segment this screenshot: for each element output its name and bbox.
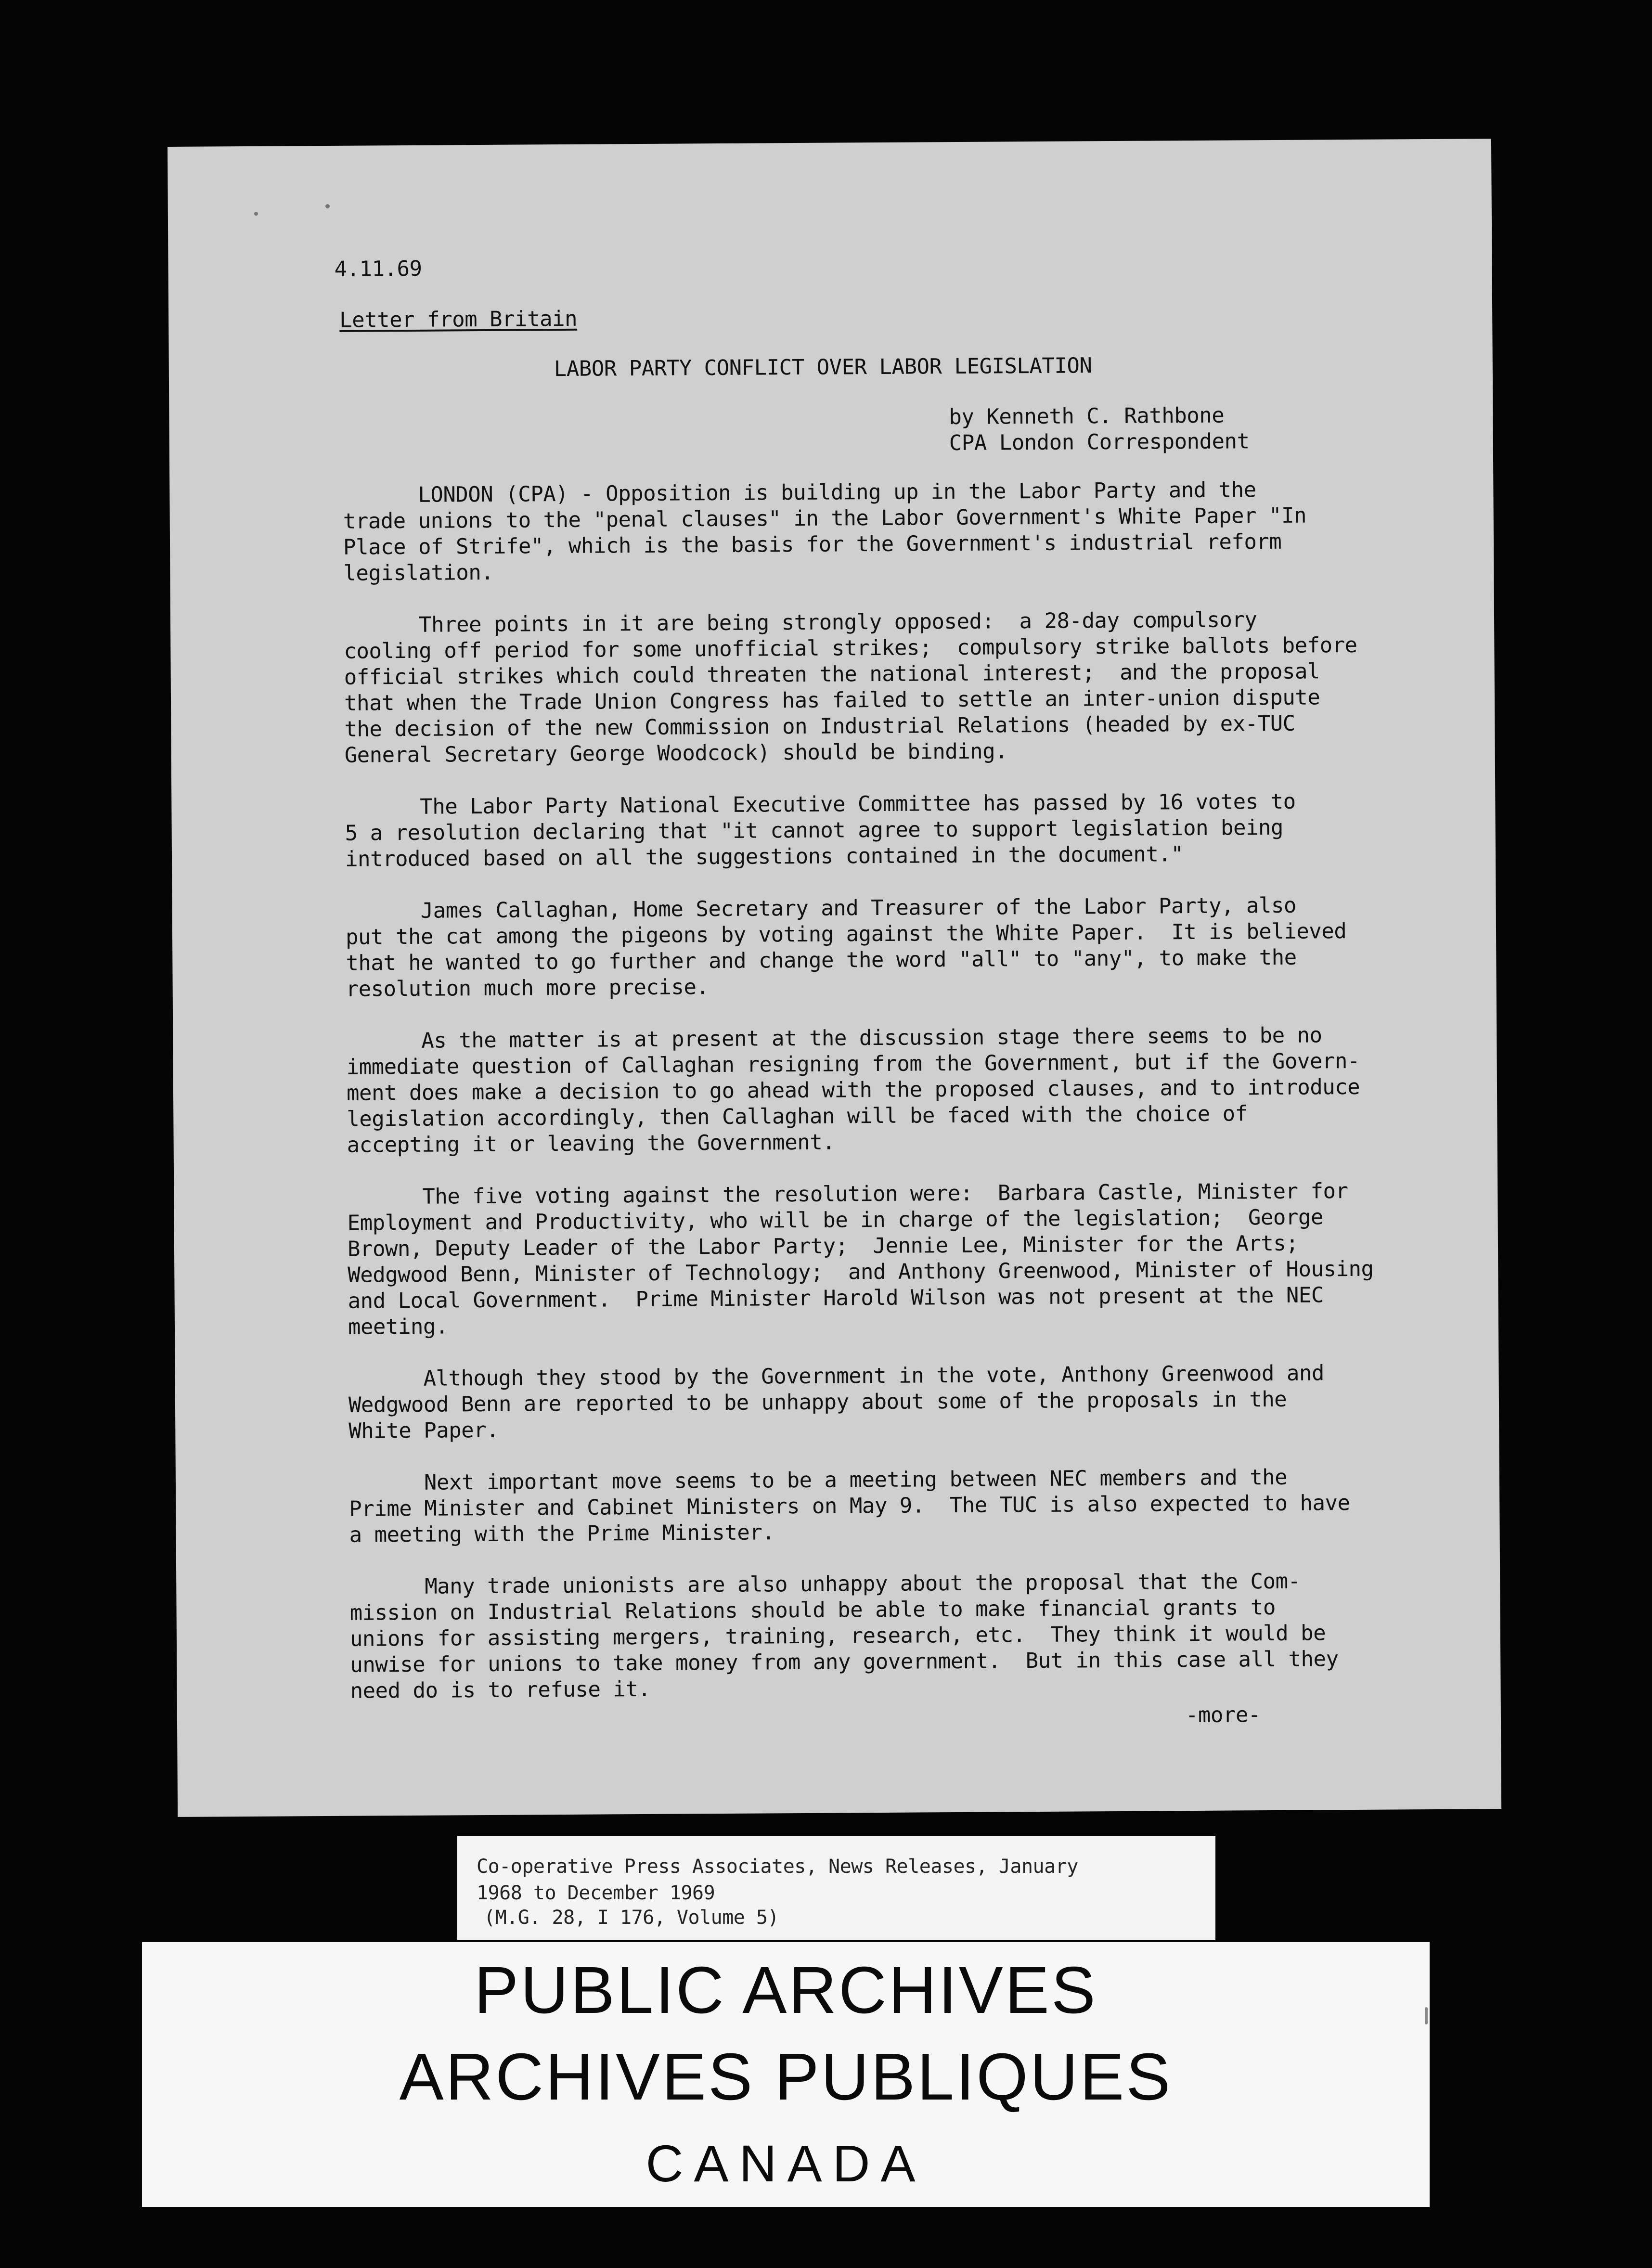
document-date: 4.11.69: [334, 256, 422, 282]
stamp-line-french: ARCHIVES PUBLIQUES: [399, 2040, 1173, 2114]
continuation-marker: -more-: [1185, 1702, 1261, 1728]
film-speck: [1425, 2007, 1428, 2024]
archive-label-line: 1968 to December 1969: [477, 1882, 715, 1904]
paragraph: As the matter is at present at the discussion stage there seems to be no immediate question of Callaghan resigning from the Government, but if the Govern- ment does make a decision to go ahead with the proposed clauses, and to introduce legislation accordingly, then Callaghan will be faced with the choice of accepting it or leaving the Government.: [346, 1023, 1360, 1158]
paragraph: James Callaghan, Home Secretary and Treasurer of the Labor Party, also put the cat among the pigeons by voting against the White Paper. It is believed that he wanted to go further and change the word "all" to "any", to make the resolution much more precise.: [345, 893, 1347, 1002]
headline: LABOR PARTY CONFLICT OVER LABOR LEGISLATION: [554, 353, 1092, 382]
film-speck: [254, 212, 258, 216]
byline: [949, 402, 1249, 456]
stamp-line-country: CANADA: [645, 2134, 926, 2192]
section-heading: Letter from Britain: [339, 306, 578, 333]
stamp-line-english: PUBLIC ARCHIVES: [474, 1953, 1097, 2027]
film-speck: [325, 204, 330, 208]
typewritten-page: [168, 139, 1501, 1817]
paragraph: LONDON (CPA) - Opposition is building up in the Labor Party and the trade unions to the "penal clauses" in the Labor Government's White Paper "In Place of Strife", which is the basis for the Government's industrial reform legislation.: [343, 477, 1307, 586]
paragraph: The five voting against the resolution were: Barbara Castle, Minister for Employment and Productivity, who will be in charge of the legislation; George Brown, Deputy Leader of the Labor Party; Jennie Lee, Minister for the Arts; Wedgwood Benn, Minister of Technology; and Anthony Greenwood, Minister of Housing and Local Government. Prime Minister Harold Wilson was not present at the NEC meeting.: [347, 1179, 1374, 1340]
article-body: [343, 476, 1433, 1730]
paragraph: Although they stood by the Government in the vote, Anthony Greenwood and Wedgwood Benn are reported to be unhappy about some of the proposals in the White Paper.: [348, 1361, 1325, 1443]
byline-role: CPA London Correspondent: [949, 429, 1250, 456]
paragraph: Next important move seems to be a meeting between NEC members and the Prime Minister and Cabinet Ministers on May 9. The TUC is also expected to have a meeting with the Prime Minister.: [348, 1465, 1350, 1547]
archive-reference-label: [457, 1836, 1215, 1940]
archive-label-line: (M.G. 28, I 176, Volume 5): [484, 1907, 779, 1929]
archive-label-line: Co-operative Press Associates, News Releases, January: [477, 1856, 1078, 1878]
paragraph: The Labor Party National Executive Committee has passed by 16 votes to 5 a resolution declaring that "it cannot agree to support legislation being introduced based on all the suggestions contained in the document.": [345, 789, 1296, 872]
public-archives-stamp: [142, 1942, 1430, 2207]
byline-author: by Kenneth C. Rathbone: [949, 403, 1225, 430]
paragraph: Many trade unionists are also unhappy about the proposal that the Com- mission on Industrial Relations should be able to make financial grants to unions for assisting mergers, training, research, etc. They think it would be unwise for unions to take money from any government. But in this case all they need do is to refuse it.: [349, 1569, 1339, 1703]
paragraph: Three points in it are being strongly opposed: a 28-day compulsory cooling off period for some unofficial strikes; compulsory strike ballots before official strikes which could threaten the national interest; and the proposal that when the Trade Union Congress has failed to settle an inter-union dispute the decision of the new Commission on Industrial Relations (headed by ex-TUC General Secretary George Woodcock) should be binding.: [343, 607, 1357, 768]
